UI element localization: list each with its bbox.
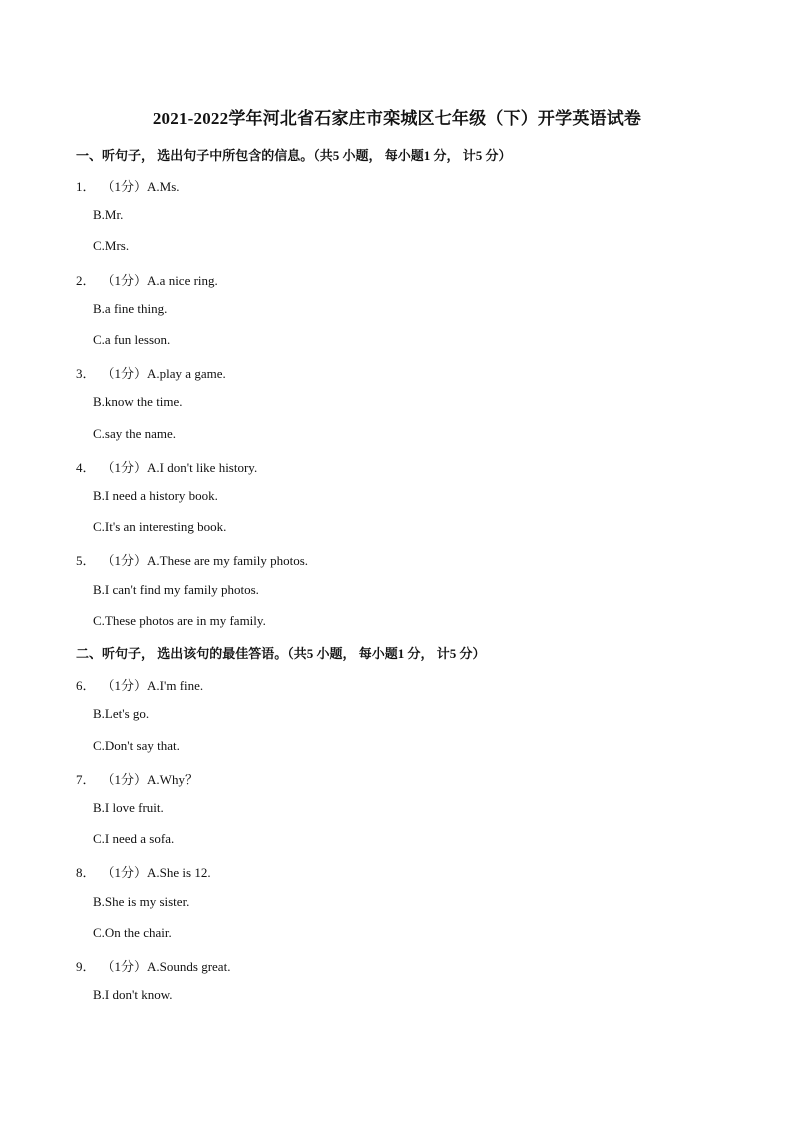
option-b: B.I love fruit.	[93, 800, 164, 815]
question-7	[76, 769, 198, 788]
option-a: A.I don't like history.	[147, 460, 258, 475]
option-c: C.Don't say that.	[93, 738, 180, 753]
option-c: C.It's an interesting book.	[93, 519, 227, 534]
question-number: 7．	[76, 772, 96, 787]
option-b: B.I don't know.	[93, 987, 173, 1002]
question-number: 9．	[76, 959, 96, 974]
option-a: A.She is 12.	[147, 865, 211, 880]
option-a: A.Ms.	[147, 179, 180, 194]
question-number: 8．	[76, 865, 96, 880]
question-6	[76, 675, 203, 694]
option-b: B.know the time.	[93, 394, 183, 409]
question-score: （1分）	[101, 460, 148, 475]
option-c: C.Mrs.	[93, 238, 130, 253]
question-number: 3．	[76, 366, 96, 381]
option-c: C.I need a sofa.	[93, 831, 175, 846]
option-b: B.She is my sister.	[93, 894, 190, 909]
question-8	[76, 862, 211, 881]
option-b: B.Let's go.	[93, 706, 150, 721]
option-b: B.I need a history book.	[93, 488, 218, 503]
question-4	[76, 457, 257, 476]
question-5	[76, 550, 308, 569]
option-a: A.I'm fine.	[147, 678, 204, 693]
question-9	[76, 956, 230, 975]
section-heading-2: 二、听句子， 选出该句的最佳答语。（共5 小题， 每小题1 分， 计5 分）	[76, 646, 486, 661]
question-1	[76, 176, 180, 195]
question-2	[76, 270, 218, 289]
question-3	[76, 363, 226, 382]
option-b: B.Mr.	[93, 207, 124, 222]
option-a: A.Why？	[147, 772, 198, 787]
question-number: 4．	[76, 460, 96, 475]
question-score: （1分）	[101, 959, 148, 974]
option-c: C.a fun lesson.	[93, 332, 171, 347]
option-c: C.These photos are in my family.	[93, 613, 266, 628]
question-score: （1分）	[101, 678, 148, 693]
question-score: （1分）	[101, 273, 148, 288]
option-b: B.a fine thing.	[93, 301, 168, 316]
option-c: C.say the name.	[93, 426, 177, 441]
question-number: 5．	[76, 553, 96, 568]
option-a: A.Sounds great.	[147, 959, 231, 974]
option-a: A.These are my family photos.	[147, 553, 309, 568]
question-score: （1分）	[101, 772, 148, 787]
question-score: （1分）	[101, 865, 148, 880]
question-number: 1．	[76, 179, 96, 194]
option-c: C.On the chair.	[93, 925, 172, 940]
question-score: （1分）	[101, 553, 148, 568]
question-number: 2．	[76, 273, 96, 288]
question-score: （1分）	[101, 366, 148, 381]
option-b: B.I can't find my family photos.	[93, 582, 259, 597]
option-a: A.play a game.	[147, 366, 226, 381]
exam-title: 2021-2022学年河北省石家庄市栾城区七年级（下）开学英语试卷	[152, 109, 642, 128]
option-a: A.a nice ring.	[147, 273, 218, 288]
section-heading-1: 一、听句子， 选出句子中所包含的信息。（共5 小题， 每小题1 分， 计5 分）	[76, 148, 512, 163]
question-score: （1分）	[101, 179, 148, 194]
question-number: 6．	[76, 678, 96, 693]
